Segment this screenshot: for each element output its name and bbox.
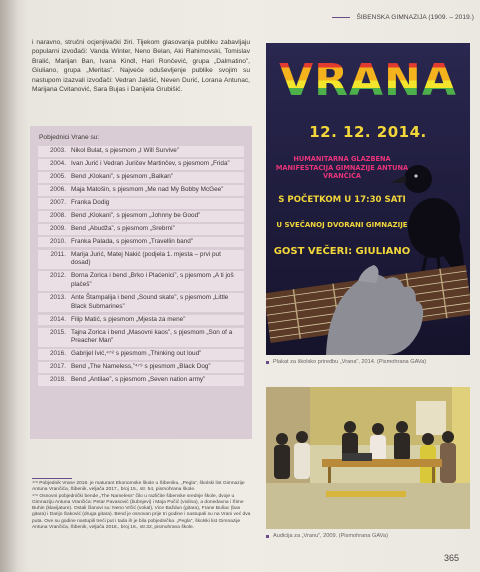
intro-paragraph: i naravno, stručni ocjenjivački žiri. Tijekom glasovanja publiku zabavljaju popularni izvođači: Vanda Winter, Neno Belan, Aki Rahimovski, Tomislav Bralić, Marijan Ban, Ivana Kindl, Hari Rončević, grupa „Dalmatino”, Giuliano, grupa „Meritas”. Najveće oduševljenje publike svojim su nastupom izazvali izvođači: Vedran Jakšić, Neven Durić, Lorana Antunac, Marijana Cvitanović, Sara Bujas i Danijela Grubišić. (32, 39, 250, 94)
winner-row (38, 293, 244, 312)
winner-year: 2009. (50, 224, 66, 232)
winner-row (38, 328, 244, 347)
poster-venue: U SVEČANOJ DVORANI GIMNAZIJE (276, 221, 408, 229)
winner-entry: Borna Zorica i bend „Brko i Plaćenici”, s pjesmom „A ti još plačeš” (71, 272, 234, 289)
caption-bullet-icon (266, 535, 269, 538)
photo-caption (266, 533, 470, 539)
winner-row (38, 250, 244, 269)
header-rule (332, 17, 350, 18)
winner-row (38, 146, 244, 157)
winner-year: 2006. (50, 185, 66, 193)
winner-row (38, 159, 244, 170)
poster-time: S POČETKOM U 17:30 SATI (278, 195, 406, 205)
winner-entry: Franka Palada, s pjesmom „Travellin band” (71, 237, 193, 245)
poster-guest: GOST VEČERI: GIULIANO (273, 246, 411, 257)
poster-caption (266, 359, 470, 365)
winner-entry: Ante Štampalija i bend „Sound skate”, s pjesmom „Little Black Submarines” (71, 294, 229, 310)
winner-year: 2003. (50, 147, 66, 154)
winner-year: 2010. (50, 237, 66, 245)
winner-row (38, 198, 244, 209)
winner-row (38, 315, 244, 326)
winner-entry: Gabrijel Ivić,⁴⁷⁸ s pjesmom „Thinking out loud” (71, 350, 202, 358)
footnote-478: ⁴⁷⁸ Pobjednik Vrane 2016. je maturant Ekonomske škole u Šibeniku, „Pegla”, školski list Gimnazije Antuna Vrančića, Šibenik, veljača 2017., broj 15., str. 54, pismohrana škole. (32, 481, 245, 493)
running-head (332, 14, 474, 21)
audition-photo-image (266, 387, 470, 529)
page-gutter-shadow (0, 0, 18, 572)
winner-year: 2015. (50, 328, 66, 336)
winner-year: 2018. (50, 376, 66, 384)
footnotes (32, 481, 254, 532)
vrana-poster (266, 43, 470, 355)
winner-entry: Bend „The Nameless,”⁴⁷⁹ s pjesmom „Black Dog” (71, 363, 211, 371)
winner-entry: Nikol Bulat, s pjesmom „I Will Survive” (71, 147, 179, 154)
photo-caption-text: Audicija za „Vranu”, 2009. (Pismohrana GAVa) (273, 533, 388, 539)
winner-year: 2004. (50, 159, 66, 167)
winner-entry: Bend „Antilae”, s pjesmom „Seven nation army” (71, 376, 206, 384)
winner-entry: Marija Jurić, Matej Nakić (podjela 1. mjesta – prvi put dosad) (71, 250, 221, 267)
winner-row (38, 172, 244, 183)
winner-row (38, 349, 244, 360)
poster-subtitle: HUMANITARNA GLAZBENA MANIFESTACIJA GIMNAZIJE ANTUNA VRANČIĆA (275, 155, 409, 181)
winner-row (38, 375, 244, 386)
audition-photo (266, 387, 470, 529)
winner-row (38, 185, 244, 196)
winner-year: 2005. (50, 172, 66, 180)
winner-year: 2017. (50, 363, 66, 371)
winner-entry: Franka Dodig (71, 198, 110, 206)
footnote-479: ⁴⁷⁹ Osnovni pobjednički bende „The Nameless” čilo u različite šibenske srednje škole, dvoje u Gimnaziju Antuna Vrančića: Petar Pavasović (bubnjevi) i Maja Pučić (violina), a donedavna i Šime Buhin (klavijature). Ostali članovi su: Neno Vrčić (vokal), Vice Baždun (gitara), Frane Bušac (bas gitara) i Darijo Šaković (druga gitara). Bend je osnovan prije tri godine i nastupali su na Vrani već dva puta. Ove su godine nastupili treći put i tada ih je bila pobjednička. „Pegla”, školski list Gimnazije Antuna Vrančića, Šibenik, veljača 2018., broj 16., str.32, pismohrana škole. (32, 494, 251, 530)
winner-year: 2012. (50, 272, 66, 280)
winner-entry: Filip Matić, s pjesmom „Mjesta za mene” (71, 315, 186, 323)
winner-entry: Maja Matošin, s pjesmom „Me nad My Bobby McGee” (71, 185, 224, 193)
footnote-rule (32, 478, 72, 479)
winner-row (38, 224, 244, 235)
winner-year: 2014. (50, 315, 66, 323)
winner-row (38, 362, 244, 373)
winner-row (38, 271, 244, 290)
running-title: ŠIBENSKA GIMNAZIJA (1909. – 2019.) (356, 14, 474, 21)
winner-row (38, 237, 244, 248)
winner-entry: Bend „Klokani”, s pjesmom „Balkan” (71, 172, 173, 180)
page-number: 365 (444, 553, 460, 563)
winners-title: Pobjednici Vrane su: (39, 134, 100, 141)
winners-box (30, 126, 252, 439)
poster-title: VRANA (266, 55, 470, 106)
caption-bullet-icon (266, 361, 269, 364)
winners-list (38, 146, 244, 386)
winner-year: 2016. (50, 350, 66, 358)
winner-entry: Bend „Abudža”, s pjesmom „Srebrni” (71, 224, 175, 232)
winner-entry: Tajna Zorica i bend „Masovni kaos”, s pjesmom „Son of a Preacher Man” (71, 328, 233, 345)
winner-year: 2011. (50, 250, 66, 258)
winner-year: 2008. (50, 211, 66, 219)
winner-year: 2007. (50, 198, 66, 206)
poster-date: 12. 12. 2014. (309, 123, 427, 141)
winner-entry: Bend „Klokani”, s pjesmom „Johnny be Good” (71, 211, 201, 219)
winner-row (38, 211, 244, 222)
poster-caption-text: Plakat za školsko priredbu „Vrana”, 2014. (Pismohrana GAVa) (273, 359, 427, 365)
winner-entry: Ivan Jurić i Vedran Juričev Martinčev, s pjesmom „Frida” (71, 159, 230, 167)
winner-year: 2013. (50, 294, 66, 302)
